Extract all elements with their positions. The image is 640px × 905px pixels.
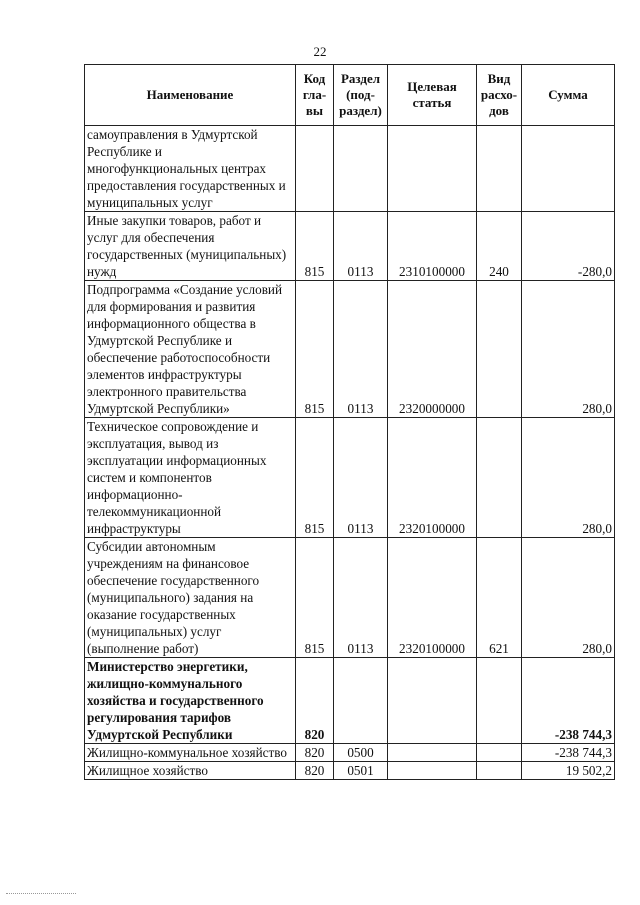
row-name-cell: Подпрограмма «Создание условий для формирования и развития информационного общества в Удмуртской Республике и обеспечение работоспособности элементов инфраструктуры электронного правительства Удмуртской Республики» <box>85 281 296 418</box>
row-target-item-cell <box>388 658 477 744</box>
row-section-cell: 0113 <box>334 538 388 658</box>
row-amount-cell: 280,0 <box>522 538 615 658</box>
row-target-item-cell <box>388 744 477 762</box>
row-chapter-code-cell: 820 <box>296 762 334 780</box>
row-name-cell: Субсидии автономным учреждениям на финансовое обеспечение государственного (муниципального) задания на оказание государственных (муниципальных) услуг (выполнение работ) <box>85 538 296 658</box>
row-section-cell: 0113 <box>334 418 388 538</box>
row-name-cell: Техническое сопровождение и эксплуатация, вывод из эксплуатации информационных систем и компонентов информационно-телекоммуникационной инфраструктуры <box>85 418 296 538</box>
row-name-cell: Жилищно-коммунальное хозяйство <box>85 744 296 762</box>
row-amount-cell: -238 744,3 <box>522 744 615 762</box>
row-chapter-code-cell: 815 <box>296 212 334 281</box>
row-amount-cell: -280,0 <box>522 212 615 281</box>
header-chapter-code-line: гла- <box>302 87 327 102</box>
row-target-item-cell <box>388 126 477 212</box>
row-chapter-code-cell: 815 <box>296 538 334 658</box>
row-amount-cell: 280,0 <box>522 418 615 538</box>
row-expense-type-cell: 240 <box>477 212 522 281</box>
row-section-cell: 0500 <box>334 744 388 762</box>
row-section-cell: 0113 <box>334 212 388 281</box>
row-amount-cell <box>522 126 615 212</box>
row-expense-type-cell <box>477 762 522 780</box>
header-expense-type-line: Вид <box>487 71 511 86</box>
table-row <box>85 281 615 418</box>
row-section-cell: 0501 <box>334 762 388 780</box>
row-chapter-code-cell: 820 <box>296 744 334 762</box>
row-chapter-code-cell <box>296 126 334 212</box>
row-expense-type-cell <box>477 418 522 538</box>
row-section-cell: 0113 <box>334 281 388 418</box>
row-chapter-code-cell: 820 <box>296 658 334 744</box>
header-amount: Сумма <box>522 65 615 126</box>
row-amount-cell: -238 744,3 <box>522 658 615 744</box>
row-name-cell: Министерство энергетики, жилищно-коммунального хозяйства и государственного регулирования тарифов Удмуртской Республики <box>85 658 296 744</box>
table-row <box>85 212 615 281</box>
header-target-item-line: статья <box>412 95 452 110</box>
table-row <box>85 126 615 212</box>
row-amount-cell: 19 502,2 <box>522 762 615 780</box>
header-section-line: (под- <box>346 87 375 102</box>
header-section-line: раздел) <box>339 103 382 118</box>
header-name: Наименование <box>85 65 296 126</box>
row-chapter-code-cell: 815 <box>296 281 334 418</box>
header-expense-type-line: расхо- <box>480 87 518 102</box>
header-target-item <box>388 65 477 126</box>
table-row <box>85 658 615 744</box>
header-chapter-code-line: Код <box>303 71 326 86</box>
row-name-cell: самоуправления в Удмуртской Республике и многофункциональных центрах предоставления государственных и муниципальных услуг <box>85 126 296 212</box>
row-target-item-cell: 2320100000 <box>388 538 477 658</box>
row-target-item-cell: 2320000000 <box>388 281 477 418</box>
budget-table <box>84 64 615 780</box>
table-header-row <box>85 65 615 126</box>
table-row <box>85 418 615 538</box>
row-expense-type-cell <box>477 126 522 212</box>
row-expense-type-cell <box>477 744 522 762</box>
row-amount-cell: 280,0 <box>522 281 615 418</box>
row-section-cell <box>334 126 388 212</box>
page-number: 22 <box>313 44 327 59</box>
header-section <box>334 65 388 126</box>
table-row <box>85 762 615 780</box>
table-row <box>85 538 615 658</box>
row-chapter-code-cell: 815 <box>296 418 334 538</box>
header-expense-type <box>477 65 522 126</box>
row-expense-type-cell <box>477 281 522 418</box>
row-expense-type-cell <box>477 658 522 744</box>
row-target-item-cell: 2310100000 <box>388 212 477 281</box>
row-target-item-cell <box>388 762 477 780</box>
header-expense-type-line: дов <box>489 103 509 118</box>
row-name-cell: Иные закупки товаров, работ и услуг для обеспечения государственных (муниципальных) нужд <box>85 212 296 281</box>
footer-mark <box>6 893 76 895</box>
row-target-item-cell: 2320100000 <box>388 418 477 538</box>
header-target-item-line: Целевая <box>407 79 457 94</box>
row-section-cell <box>334 658 388 744</box>
table-row <box>85 744 615 762</box>
row-name-cell: Жилищное хозяйство <box>85 762 296 780</box>
header-chapter-code-line: вы <box>305 103 324 118</box>
header-section-line: Раздел <box>340 71 381 86</box>
table-body <box>85 126 615 780</box>
row-expense-type-cell: 621 <box>477 538 522 658</box>
header-chapter-code <box>296 65 334 126</box>
